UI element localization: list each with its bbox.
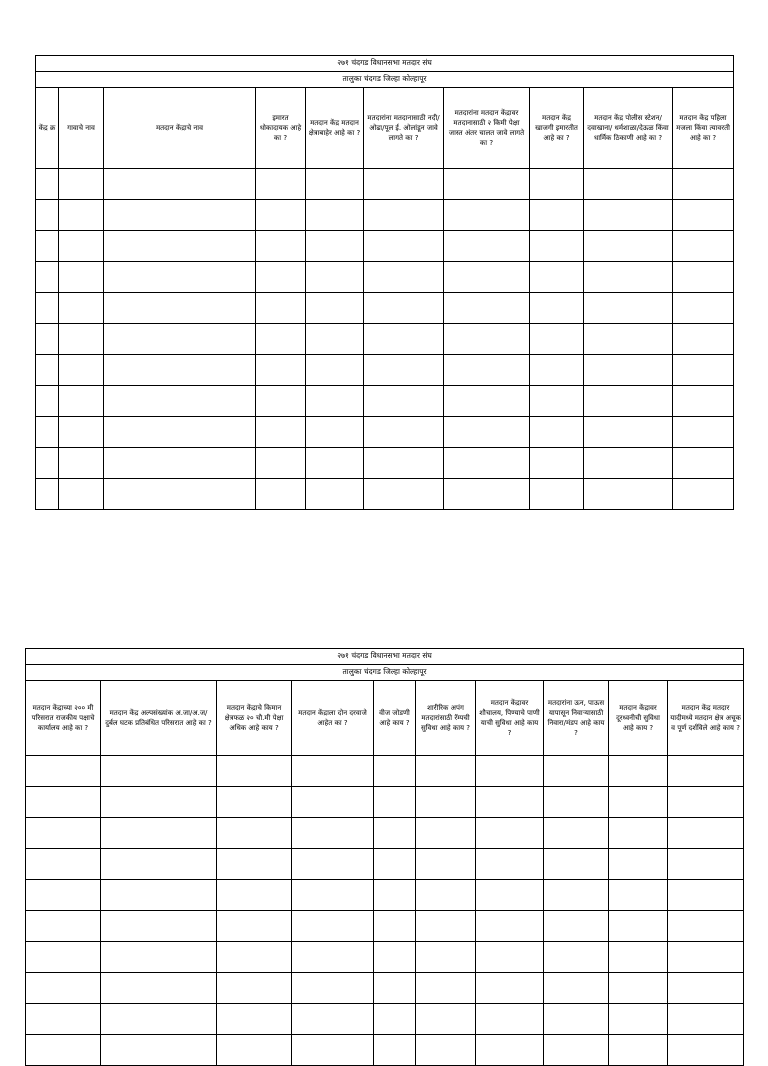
table-cell: [374, 818, 416, 849]
table-cell: [59, 417, 104, 448]
table-cell: [26, 849, 101, 880]
table-cell: [59, 355, 104, 386]
table-cell: [101, 880, 217, 911]
table-cell: [668, 818, 744, 849]
table-cell: [673, 417, 734, 448]
table-header-row: [36, 88, 734, 169]
table-cell: [584, 262, 673, 293]
table-cell: [101, 1004, 217, 1035]
table-cell: [444, 200, 530, 231]
table-cell: [292, 756, 374, 787]
table-cell: [530, 293, 584, 324]
table-cell: [59, 262, 104, 293]
table-cell: [609, 818, 668, 849]
table-cell: [256, 386, 306, 417]
table-cell: [36, 231, 59, 262]
table-cell: [364, 448, 444, 479]
table-cell: [217, 880, 292, 911]
table-cell: [104, 479, 256, 510]
table-cell: [530, 479, 584, 510]
table-cell: [609, 911, 668, 942]
table-cell: [217, 1035, 292, 1066]
table-cell: [544, 911, 609, 942]
table-cell: [306, 262, 364, 293]
table-cell: [256, 324, 306, 355]
table-cell: [544, 818, 609, 849]
table-cell: [59, 448, 104, 479]
table-cell: [364, 169, 444, 200]
table-cell: [364, 231, 444, 262]
table-cell: [26, 1004, 101, 1035]
table-cell: [416, 818, 476, 849]
table-row: [26, 1035, 744, 1066]
table-cell: [104, 200, 256, 231]
table-row: [36, 479, 734, 510]
table-row: [36, 231, 734, 262]
table-cell: [104, 386, 256, 417]
table-cell: [584, 293, 673, 324]
table-cell: [292, 1035, 374, 1066]
table-cell: [101, 911, 217, 942]
table-cell: [374, 973, 416, 1004]
table-cell: [364, 355, 444, 386]
column-header: केंद्र क्र: [36, 88, 59, 169]
table-cell: [36, 169, 59, 200]
table-cell: [217, 756, 292, 787]
table-cell: [101, 1035, 217, 1066]
table-cell: [584, 386, 673, 417]
table-cell: [256, 355, 306, 386]
table-cell: [292, 1004, 374, 1035]
table-cell: [530, 262, 584, 293]
table-cell: [59, 293, 104, 324]
table-cell: [364, 324, 444, 355]
table-cell: [476, 973, 544, 1004]
table-cell: [256, 262, 306, 293]
table-cell: [292, 942, 374, 973]
table-cell: [374, 1004, 416, 1035]
table-cell: [673, 355, 734, 386]
column-header: मतदान केंद्र मतदार यादीमध्ये मतदान क्षेत्र अचूक व पूर्ण दर्शविले आहे काय ?: [668, 681, 744, 756]
table-cell: [668, 849, 744, 880]
table-cell: [104, 355, 256, 386]
table-cell: [673, 200, 734, 231]
table-row: [36, 169, 734, 200]
table-cell: [59, 324, 104, 355]
table-cell: [374, 787, 416, 818]
table-cell: [476, 880, 544, 911]
column-header: मतदान केंद्र पोलीस स्टेशन/दवाखाना/ धर्मशाळा/देऊळ किंवा धार्मिक ठिकाणी आहे का ?: [584, 88, 673, 169]
table-cell: [26, 973, 101, 1004]
table-cell: [59, 169, 104, 200]
table-cell: [530, 169, 584, 200]
table-cell: [374, 942, 416, 973]
column-header: मतदान केंद्रावर दूरध्वनीची सुविधा आहे काय ?: [609, 681, 668, 756]
table-cell: [668, 1004, 744, 1035]
table-cell: [104, 231, 256, 262]
table-cell: [584, 231, 673, 262]
table-cell: [584, 200, 673, 231]
table-cell: [101, 787, 217, 818]
table-cell: [217, 818, 292, 849]
table-cell: [26, 880, 101, 911]
table-cell: [476, 818, 544, 849]
table-cell: [306, 324, 364, 355]
table-body: [26, 649, 744, 1066]
table-cell: [292, 973, 374, 1004]
table-cell: [36, 355, 59, 386]
table-cell: [544, 880, 609, 911]
table-cell: [364, 479, 444, 510]
table-cell: [306, 417, 364, 448]
table-row: [26, 849, 744, 880]
table-cell: [416, 942, 476, 973]
table-cell: [544, 1035, 609, 1066]
table-cell: [673, 231, 734, 262]
table-cell: [104, 448, 256, 479]
table-cell: [292, 818, 374, 849]
table-cell: [217, 942, 292, 973]
table-cell: [668, 911, 744, 942]
table-cell: [36, 479, 59, 510]
column-header: गावाचे नाव: [59, 88, 104, 169]
table-cell: [101, 756, 217, 787]
table-cell: [609, 942, 668, 973]
table-cell: [609, 849, 668, 880]
table-cell: [292, 880, 374, 911]
table-cell: [364, 262, 444, 293]
table-cell: [256, 448, 306, 479]
table-cell: [530, 324, 584, 355]
column-header: मतदान केंद्राचे नाव: [104, 88, 256, 169]
table-cell: [374, 756, 416, 787]
table-cell: [59, 386, 104, 417]
table-cell: [217, 911, 292, 942]
table-cell: [476, 942, 544, 973]
table-cell: [673, 293, 734, 324]
table-cell: [530, 417, 584, 448]
table-cell: [217, 787, 292, 818]
table-cell: [36, 448, 59, 479]
table-cell: [26, 942, 101, 973]
table-cell: [444, 417, 530, 448]
table-cell: [444, 355, 530, 386]
column-header: मतदारांना मतदान केंद्रावर मतदानासाठी २ किमी पेक्षा जास्त अंतर चालत जावे लागते का ?: [444, 88, 530, 169]
table-cell: [609, 973, 668, 1004]
table-cell: [609, 756, 668, 787]
column-header: मतदान केंद्राचे किमान क्षेत्रफळ २० चौ.मी पेक्षा अधिक आहे काय ?: [217, 681, 292, 756]
table-row: [26, 973, 744, 1004]
table-cell: [104, 169, 256, 200]
table-row: [26, 756, 744, 787]
column-header: शारीरिक अपंग मतदारांसाठी रॅम्पची सुविधा आहे काय ?: [416, 681, 476, 756]
table-cell: [584, 169, 673, 200]
table-row: [36, 200, 734, 231]
table-cell: [104, 324, 256, 355]
table-cell: [306, 169, 364, 200]
table-cell: [544, 1004, 609, 1035]
table-cell: [101, 942, 217, 973]
table-cell: [104, 262, 256, 293]
table-body: [36, 56, 734, 510]
table-cell: [256, 200, 306, 231]
column-header: मतदान केंद्राला दोन दरवाजे आहेत का ?: [292, 681, 374, 756]
table-cell: [364, 386, 444, 417]
table-cell: [668, 880, 744, 911]
table-cell: [256, 231, 306, 262]
table-row: [26, 911, 744, 942]
table-cell: [36, 324, 59, 355]
table-row: [36, 324, 734, 355]
table-cell: [609, 787, 668, 818]
column-header: मतदान केंद्रावर शौचालय, पिण्याचे पाणी याची सुविधा आहे काय ?: [476, 681, 544, 756]
table-cell: [584, 448, 673, 479]
column-header: मतदान केंद्र खाजगी इमारतीत आहे का ?: [530, 88, 584, 169]
table-cell: [584, 479, 673, 510]
table-cell: [584, 417, 673, 448]
table-cell: [444, 324, 530, 355]
table-cell: [306, 479, 364, 510]
table-cell: [217, 849, 292, 880]
column-header: मतदान केंद्र मतदान क्षेत्राबाहेर आहे का ?: [306, 88, 364, 169]
column-header: मतदान केंद्र पहिला मजला किंवा त्यावरती आहे का ?: [673, 88, 734, 169]
table-cell: [673, 324, 734, 355]
table-cell: [530, 200, 584, 231]
table-cell: [217, 1004, 292, 1035]
table-row: [36, 262, 734, 293]
table-row: [26, 818, 744, 849]
table-cell: [530, 355, 584, 386]
table-row: [36, 355, 734, 386]
table-cell: [26, 1035, 101, 1066]
table-cell: [673, 386, 734, 417]
column-header: इमारत धोकादायक आहे का ?: [256, 88, 306, 169]
table-row: [36, 293, 734, 324]
table-cell: [416, 849, 476, 880]
table-cell: [364, 200, 444, 231]
column-header: मतदारांना ऊन, पाऊस यापासून निवाऱ्यासाठी निवारा/मंडप आहे काय ?: [544, 681, 609, 756]
table-cell: [476, 787, 544, 818]
table-cell: [476, 756, 544, 787]
table-cell: [416, 787, 476, 818]
table-cell: [416, 973, 476, 1004]
table-cell: [668, 1035, 744, 1066]
table-row: [26, 880, 744, 911]
table-cell: [530, 386, 584, 417]
table-cell: [416, 756, 476, 787]
table-cell: [444, 231, 530, 262]
table-cell: [364, 417, 444, 448]
table-cell: [306, 355, 364, 386]
table-cell: [609, 1035, 668, 1066]
table-row: [36, 448, 734, 479]
table-cell: [256, 417, 306, 448]
table-cell: [444, 479, 530, 510]
table-cell: [306, 448, 364, 479]
table-cell: [416, 880, 476, 911]
table-cell: [668, 787, 744, 818]
table-cell: [364, 293, 444, 324]
table-cell: [256, 169, 306, 200]
table-cell: [374, 911, 416, 942]
table-row: [36, 417, 734, 448]
table-cell: [544, 787, 609, 818]
table-cell: [544, 973, 609, 1004]
table-cell: [36, 386, 59, 417]
table-cell: [36, 293, 59, 324]
table-cell: [544, 849, 609, 880]
table-cell: [59, 200, 104, 231]
table-cell: [416, 911, 476, 942]
table-cell: [374, 849, 416, 880]
table-cell: [476, 849, 544, 880]
column-header: वीज जोडणी आहे काय ?: [374, 681, 416, 756]
column-header: मतदान केंद्राच्या २०० मी परिसरात राजकीय पक्षाचे कार्यालय आहे का ?: [26, 681, 101, 756]
table-cell: [256, 293, 306, 324]
table-cell: [374, 880, 416, 911]
table-cell: [306, 200, 364, 231]
table-cell: [26, 756, 101, 787]
table-title-taluka: तालुका चंदगड जिल्हा कोल्हापूर: [36, 72, 734, 88]
table-cell: [36, 417, 59, 448]
table-cell: [292, 911, 374, 942]
table-cell: [444, 448, 530, 479]
table-cell: [292, 787, 374, 818]
table-cell: [668, 756, 744, 787]
table-cell: [374, 1035, 416, 1066]
table-cell: [217, 973, 292, 1004]
table-header-row: [26, 681, 744, 756]
table-cell: [59, 479, 104, 510]
table-title-constituency: २७१ चंदगड विधानसभा मतदार संघ: [26, 649, 744, 665]
table-cell: [476, 1035, 544, 1066]
table-cell: [444, 262, 530, 293]
table-cell: [416, 1035, 476, 1066]
table-row: [26, 787, 744, 818]
table-cell: [584, 355, 673, 386]
table-cell: [673, 479, 734, 510]
table-cell: [544, 942, 609, 973]
table-cell: [668, 973, 744, 1004]
table-row: [36, 386, 734, 417]
table-cell: [609, 1004, 668, 1035]
table-cell: [476, 1004, 544, 1035]
table-cell: [673, 262, 734, 293]
table-cell: [59, 231, 104, 262]
table-cell: [668, 942, 744, 973]
table-cell: [530, 448, 584, 479]
table-cell: [306, 293, 364, 324]
table-cell: [476, 911, 544, 942]
table-cell: [444, 293, 530, 324]
table-cell: [416, 1004, 476, 1035]
table-cell: [444, 386, 530, 417]
table-cell: [673, 169, 734, 200]
table-cell: [256, 479, 306, 510]
table-row: [26, 1004, 744, 1035]
table-cell: [101, 849, 217, 880]
table-cell: [306, 386, 364, 417]
table-cell: [101, 818, 217, 849]
table-cell: [26, 911, 101, 942]
table-cell: [292, 849, 374, 880]
table-cell: [444, 169, 530, 200]
polling-station-checklist-table-2: [25, 648, 744, 1066]
table-cell: [26, 818, 101, 849]
polling-station-checklist-table-1: [35, 55, 734, 510]
table-cell: [101, 973, 217, 1004]
column-header: मतदान केंद्र अल्पसंख्यांक अ.जा/अ.ज/ दुर्बल घटक प्रतिबंधित परिसरात आहे का ?: [101, 681, 217, 756]
table-cell: [26, 787, 101, 818]
table-cell: [306, 231, 364, 262]
table-cell: [673, 448, 734, 479]
column-header: मतदारांना मतदानासाठी नदी/ओढा/पूल ई. ओलांडून जावे लागते का ?: [364, 88, 444, 169]
table-cell: [544, 756, 609, 787]
table-cell: [36, 200, 59, 231]
table-cell: [104, 293, 256, 324]
table-title-constituency: २७१ चंदगड विधानसभा मतदार संघ: [36, 56, 734, 72]
table-row: [26, 942, 744, 973]
table-title-taluka: तालुका चंदगड जिल्हा कोल्हापूर: [26, 665, 744, 681]
table-cell: [584, 324, 673, 355]
table-cell: [104, 417, 256, 448]
table-cell: [530, 231, 584, 262]
table-cell: [609, 880, 668, 911]
table-cell: [36, 262, 59, 293]
